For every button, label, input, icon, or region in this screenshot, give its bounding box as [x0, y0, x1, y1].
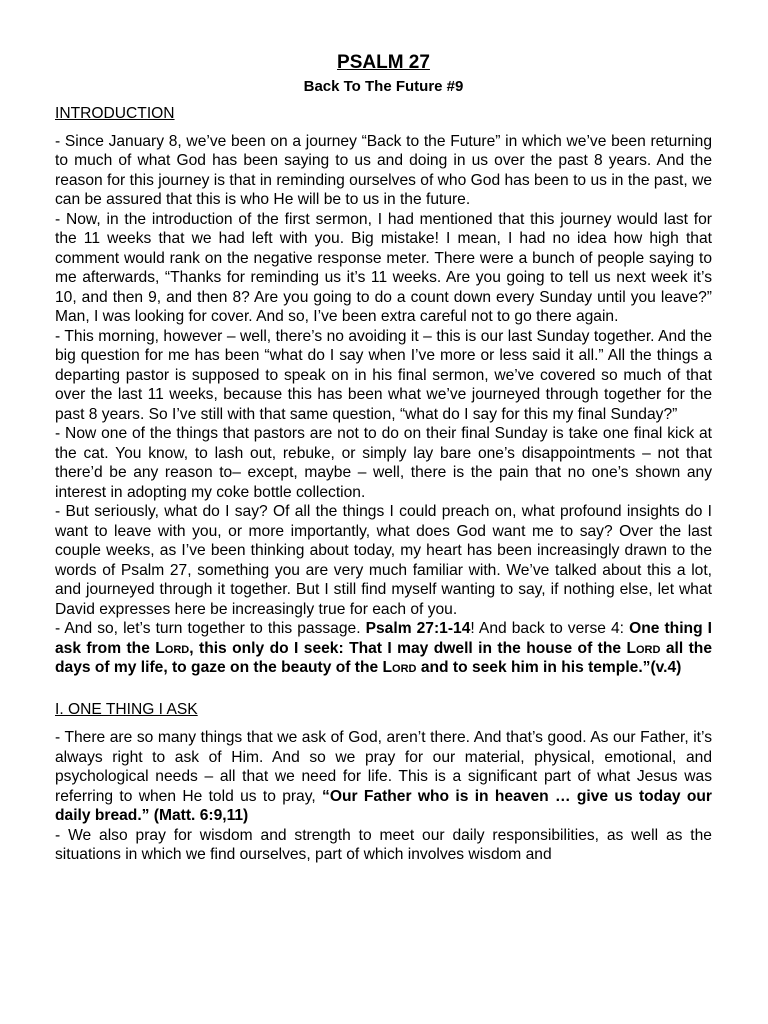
paragraph-text: - There are so many things that we ask of God, aren’t there. And that’s good. As our Father, it’s always right to ask of Him. And so we pray for our material, physical, emotional, and psychological needs – all that we need for life. This is a significant part of what Jesus was referring to when He told us to pray,: [55, 729, 712, 805]
quote-text: , this only do I seek: That I may dwell in the house of the: [189, 639, 627, 657]
lord-smallcaps: Lord: [626, 639, 661, 657]
scripture-reference: Psalm 27:1-14: [365, 620, 471, 637]
intro-paragraph-2: - Now, in the introduction of the first sermon, I had mentioned that this journey would last for the 11 weeks that we had left with you. Big mistake! I mean, I had no idea how high that comment would rank on the negative response meter. There were a bunch of people saying to me afterwards, “Thanks for reminding us it’s 11 weeks. Are you going to tell us next week it’s 10, and then 9, and then 8? Are you going to do a count down every Sunday until you leave?” Man, I was looking for cover. And so, I’ve been extra careful not to go there again.: [55, 210, 712, 325]
quote-text: and to seek him in his temple.”(v.4): [416, 659, 682, 676]
section-one-paragraph-1: [55, 728, 712, 826]
paragraph-text: - And so, let’s turn together to this passage.: [55, 620, 366, 637]
introduction-heading: INTRODUCTION: [55, 105, 175, 122]
scripture-quote: “Our Father who is in heaven … give us today our daily bread.” (Matt. 6:9,11): [55, 787, 712, 824]
section-one-body: [55, 728, 712, 865]
paragraph-text: ! And back to verse 4:: [470, 620, 630, 637]
intro-paragraph-6: [55, 619, 712, 678]
document-page: [55, 52, 712, 865]
quote-text: One thing I ask from the: [55, 620, 712, 657]
lord-smallcaps: Lord: [382, 659, 417, 676]
introduction-body: [55, 132, 712, 678]
intro-paragraph-1: - Since January 8, we’ve been on a journey “Back to the Future” in which we’ve been returning to much of what God has been saying to us and doing in us over the past 8 years. And the reason for this journey is that in reminding ourselves of who God has been to us in the past, we can be assured that this is who He will be to us in the future.: [55, 132, 712, 208]
section-heading-one-thing-i-ask: I. ONE THING I ASK: [55, 700, 198, 718]
page-subtitle: Back To The Future #9: [303, 78, 464, 95]
intro-paragraph-4: - Now one of the things that pastors are not to do on their final Sunday is take one final kick at the cat. You know, to lash out, rebuke, or simply lay bare one’s disappointments – not that there’d be any reason to– except, maybe – well, there is the pain that no one’s shown any interest in adopting my coke bottle collection.: [55, 425, 712, 501]
section-one-paragraph-2: - We also pray for wisdom and strength to meet our daily responsibilities, as well as the situations in which we find ourselves, part of which involves wisdom and: [55, 826, 712, 863]
quote-text: all the days of my life, to gaze on the beauty of the: [55, 639, 712, 676]
page-title: PSALM 27: [337, 52, 430, 73]
intro-paragraph-5: - But seriously, what do I say? Of all the things I could preach on, what profound insights do I want to leave with you, or more importantly, what does God want me to say? Over the last couple weeks, as I’ve been thinking about today, my heart has been increasingly drawn to the words of Psalm 27, something you are very much familiar with. We’ve talked about this a lot, and journeyed through it together. But I still find myself wanting to say, if nothing else, let what David expresses here be increasingly true for each of you.: [55, 503, 712, 618]
intro-paragraph-3: - This morning, however – well, there’s no avoiding it – this is our last Sunday together. And the big question for me has been “what do I say when I’ve more or less said it all.” All the things a departing pastor is supposed to speak on in his final sermon, we’ve covered so much of that over the last 11 weeks, because this has been what we’ve journeyed through together for the past 8 years. So I’ve still with that same question, “what do I say for this my final Sunday?”: [55, 327, 712, 423]
lord-smallcaps: Lord: [155, 639, 190, 657]
